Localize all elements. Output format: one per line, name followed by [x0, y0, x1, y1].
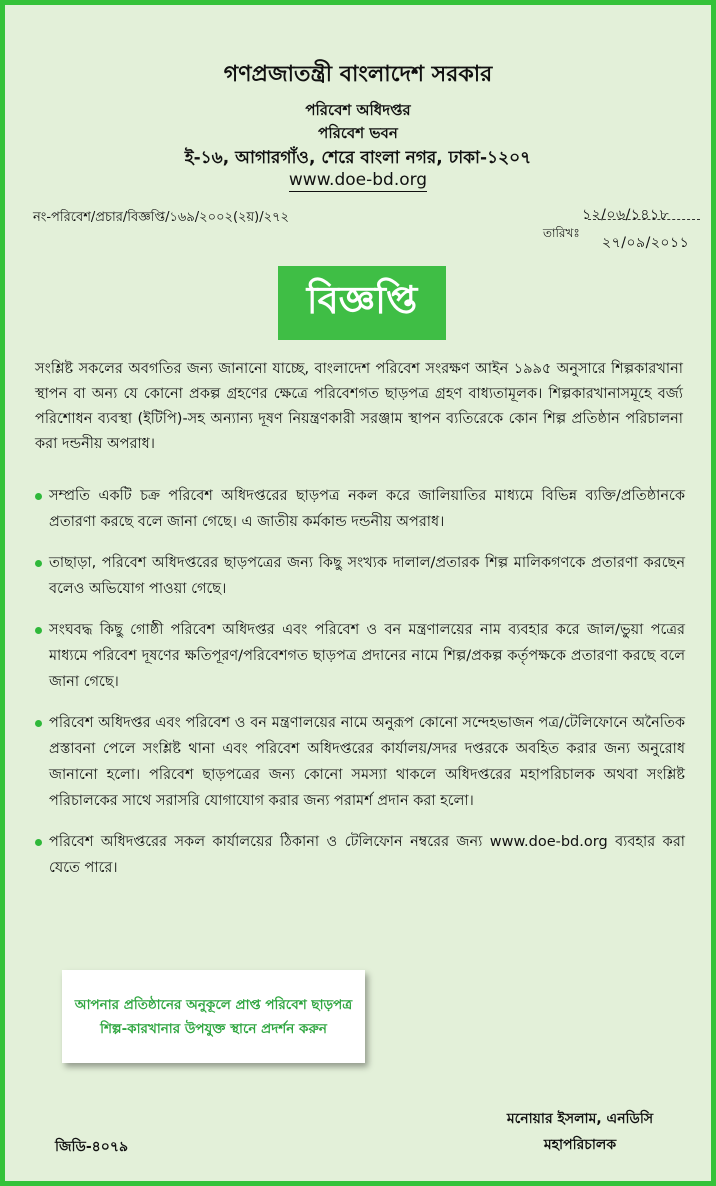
date-divider [588, 219, 700, 220]
office-address: ই-১৬, আগারগাঁও, শেরে বাংলা নগর, ঢাকা-১২০৭ [184, 148, 532, 168]
gd-number: জিডি-৪০৭৯ [55, 1139, 129, 1155]
bullet-item [35, 550, 685, 602]
website-header [5, 170, 711, 190]
bullet-text: তাছাড়া, পরিবেশ অধিদপ্তরের ছাড়পত্রের জন্য কিছু সংখ্যক দালাল/প্রতারক শিল্প মালিকগণকে প্রতারণা করছেন বলেও অভিযোগ পাওয়া গেছে। [49, 555, 685, 597]
date-label: তারিখঃ [543, 226, 580, 240]
bullet-item [35, 617, 685, 695]
bullet-text: সম্প্রতি একটি চক্র পরিবেশ অধিদপ্তরের ছাড়পত্র নকল করে জালিয়াতির মাধ্যমে বিভিন্ন ব্যক্তি/প্রতিষ্ঠানকে প্রতারণা করছে বলে জানা গেছে। এ জাতীয় কর্মকান্ড দন্ডনীয় অপরাধ। [49, 488, 685, 530]
website-link[interactable]: www.doe-bd.org [288, 170, 428, 190]
notice-title: বিজ্ঞপ্তি [306, 278, 418, 322]
bullet-item [35, 829, 685, 881]
bullet-list [35, 483, 685, 896]
signer-designation: মহাপরিচালক [543, 1137, 617, 1153]
bullet-dot-icon [35, 627, 42, 634]
bullet-text: পরিবেশ অধিদপ্তরের সকল কার্যালয়ের ঠিকানা ও টেলিফোন নম্বরের জন্য www.doe-bd.org ব্যবহার করা যেতে পারে। [49, 834, 685, 876]
memo-reference: নং-পরিবেশ/প্রচার/বিজ্ঞপ্তি/১৬৯/২০০২(২য়)/২৭২ [33, 210, 289, 225]
bullet-item [35, 483, 685, 535]
bullet-text: পরিবেশ অধিদপ্তর এবং পরিবেশ ও বন মন্ত্রণালয়ের নামে অনুরূপ কোনো সন্দেহভাজন পত্র/টেলিফোনে অনৈতিক প্রস্তাবনা পেলে সংশ্লিষ্ট থানা এবং পরিবেশ অধিদপ্তরের কার্যালয়/সদর দপ্তরকে অবহিত করার জন্য অনুরোধ জানানো হলো। পরিবেশ ছাড়পত্রের জন্য কোনো সমস্যা থাকলে অধিদপ্তরের মহাপরিচালক অথবা সংশ্লিষ্ট পরিচালকের সাথে সরাসরি যোগাযোগ করার জন্য পরামর্শ প্রদান করা হলো। [49, 715, 685, 809]
building-name: পরিবেশ ভবন [318, 124, 398, 142]
bullet-dot-icon [35, 493, 42, 500]
government-title: গণপ্রজাতন্ত্রী বাংলাদেশ সরকার [223, 62, 493, 87]
date-gregorian: ২৭/০৯/২০১১ [602, 235, 690, 251]
advice-text: আপনার প্রতিষ্ঠানের অনুকূলে প্রাপ্ত পরিবেশ ছাড়পত্র শিল্প-কারখানার উপযুক্ত স্থানে প্রদর্শন করুন [74, 996, 353, 1037]
notice-title-box [278, 266, 446, 340]
signer-name: মনোয়ার ইসলাম, এনডিসি [506, 1111, 654, 1127]
bullet-dot-icon [35, 839, 42, 846]
department-name: পরিবেশ অধিদপ্তর [305, 101, 411, 119]
date-bangla: ১২/০৬/১৪১৮ [582, 207, 670, 223]
intro-paragraph: সংশ্লিষ্ট সকলের অবগতির জন্য জানানো যাচ্ছে, বাংলাদেশ পরিবেশ সংরক্ষণ আইন ১৯৯৫ অনুসারে শিল্পকারখানা স্থাপন বা অন্য যে কোনো প্রকল্প গ্রহণের ক্ষেত্রে পরিবেশগত ছাড়পত্র গ্রহণ বাধ্যতামূলক। শিল্পকারখানাসমূহে বর্জ্য পরিশোধন ব্যবস্থা (ইটিপি)-সহ অন্যান্য দূষণ নিয়ন্ত্রণকারী সরঞ্জাম স্থাপন ব্যতিরেকে কোন শিল্প প্রতিষ্ঠান পরিচালনা করা দন্ডনীয় অপরাধ। [35, 361, 683, 452]
bullet-dot-icon [35, 720, 42, 727]
bullet-item [35, 710, 685, 814]
bullet-dot-icon [35, 560, 42, 567]
advice-box [62, 970, 365, 1063]
bullet-text: সংঘবদ্ধ কিছু গোষ্ঠী পরিবেশ অধিদপ্তর এবং পরিবেশ ও বন মন্ত্রণালয়ের নাম ব্যবহার করে জাল/ভুয়া পত্রের মাধ্যমে পরিবেশ দূষণের ক্ষতিপূরণ/পরিবেশগত ছাড়পত্র প্রদানের নামে শিল্প/প্রকল্প কর্তৃপক্ষকে প্রতারণা করছে বলে জানা গেছে। [49, 622, 685, 690]
